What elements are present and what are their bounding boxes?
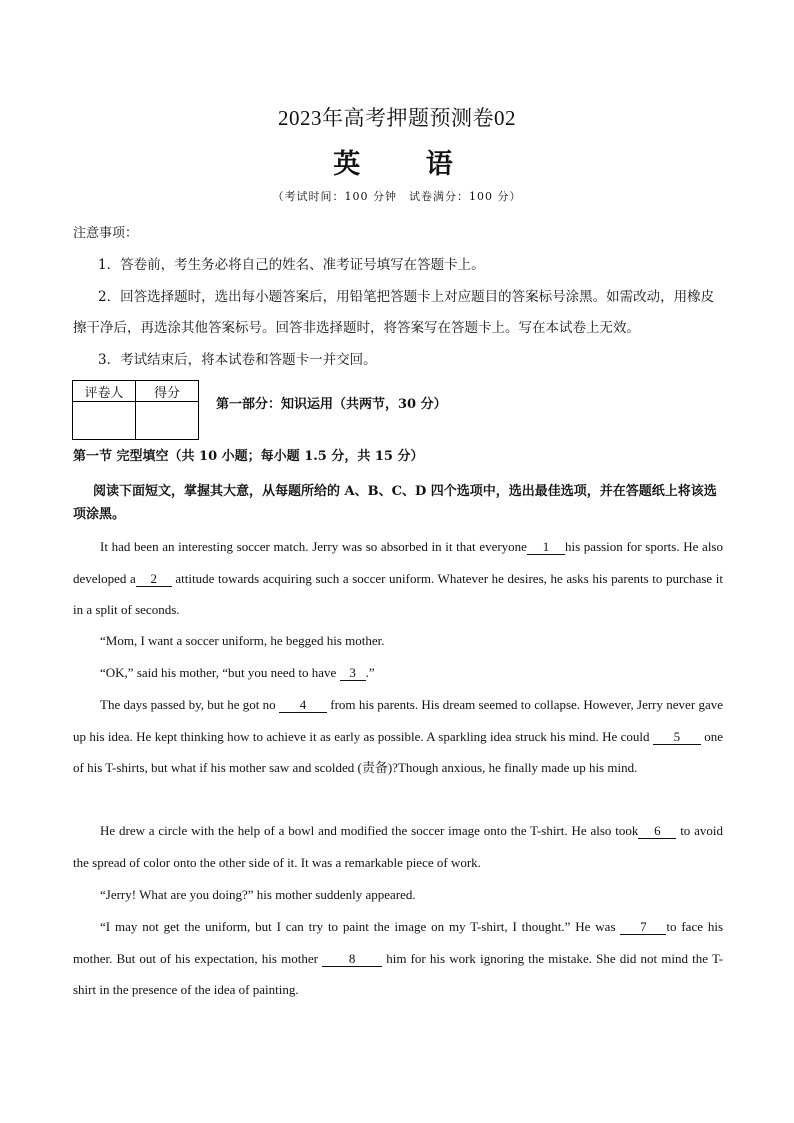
grader-cell xyxy=(73,402,136,440)
passage-text: attitude towards acquiring such a soccer uniform. Whatever he desires, he asks his parents to purchase it in a split of seconds. xyxy=(73,570,723,617)
score-header: 得分 xyxy=(136,381,199,402)
blank-2: 2 xyxy=(136,571,172,587)
grader-header: 评卷人 xyxy=(73,381,136,402)
passage-text: It had been an interesting soccer match. Jerry was so absorbed in it that everyone xyxy=(100,539,527,554)
passage-paragraph-6 xyxy=(73,879,723,911)
passage-paragraph-1 xyxy=(73,531,723,626)
score-table xyxy=(72,380,199,440)
passage-text: “Mom, I want a soccer uniform, he begged his mother. xyxy=(100,633,385,648)
passage-paragraph-2 xyxy=(73,625,723,657)
passage-paragraph-4 xyxy=(73,689,723,784)
passage-text: to face his mother. But out of his expectation, his mother xyxy=(73,919,724,966)
notice-title: 注意事项： xyxy=(73,226,139,241)
blank-8: 8 xyxy=(322,951,382,967)
passage-text: to avoid the spread of color onto the other side of it. It was a remarkable piece of work. xyxy=(73,823,724,870)
notice-item-2: 2．回答选择题时，选出每小题答案后，用铅笔把答题卡上对应题目的答案标号涂黑。如需改动，用橡皮擦干净后，再选涂其他答案标号。回答非选择题时，将答案写在答题卡上。写在本试卷上无效。 xyxy=(73,289,715,336)
blank-1: 1 xyxy=(527,539,565,555)
notice-item-1: 1．答卷前，考生务必将自己的姓名、准考证号填写在答题卡上。 xyxy=(98,257,485,273)
exam-title: 2023年高考押题预测卷02 xyxy=(278,106,516,130)
passage-text: .” xyxy=(365,665,375,680)
passage-text: “I may not get the uniform, but I can try to paint the image on my T-shirt, I thought.” He was xyxy=(100,919,616,934)
blank-6: 6 xyxy=(638,823,676,839)
passage-text: from his parents. His dream seemed to collapse. However, Jerry never gave up his idea. He kept thinking how to achieve it as early as possible. A sparkling idea struck his mind. He could xyxy=(73,697,723,744)
passage-paragraph-7 xyxy=(73,911,723,1006)
section-title: 第一节 完型填空（共 10 小题；每小题 1.5 分，共 15 分） xyxy=(73,449,424,464)
passage-text: “OK,” said his mother, “but you need to have xyxy=(100,665,337,680)
notice-item-3: 3．考试结束后，将本试卷和答题卡一并交回。 xyxy=(98,352,377,368)
passage-text: his passion for sports. He also developed a xyxy=(73,539,723,586)
passage-text: him for his work ignoring the mistake. She did not mind the T-shirt in the presence of the idea of painting. xyxy=(73,950,724,997)
passage-text: He drew a circle with the help of a bowl and modified the soccer image onto the T-shirt. He also took xyxy=(100,823,639,838)
passage-text: The days passed by, but he got no xyxy=(100,697,276,712)
blank-5: 5 xyxy=(653,729,701,745)
part-title: 第一部分：知识运用（共两节，30 分） xyxy=(216,397,447,412)
score-cell xyxy=(136,402,199,440)
exam-info: （考试时间：100 分钟 试卷满分：100 分） xyxy=(272,190,522,203)
passage-paragraph-5 xyxy=(73,815,723,878)
subject-title: 英 语 xyxy=(333,149,481,180)
blank-4: 4 xyxy=(279,697,327,713)
passage-paragraph-3 xyxy=(73,657,723,689)
blank-3: 3 xyxy=(340,665,366,681)
passage-text: one of his T-shirts, but what if his mother saw and scolded (责备)?Though anxious, he finally made up his mind. xyxy=(73,728,724,775)
passage-text: “Jerry! What are you doing?” his mother suddenly appeared. xyxy=(100,887,416,902)
section-instruction: 阅读下面短文，掌握其大意，从每题所给的 A、B、C、D 四个选项中，选出最佳选项，并在答题纸上将该选项涂黑。 xyxy=(73,484,717,522)
blank-7: 7 xyxy=(620,919,666,935)
